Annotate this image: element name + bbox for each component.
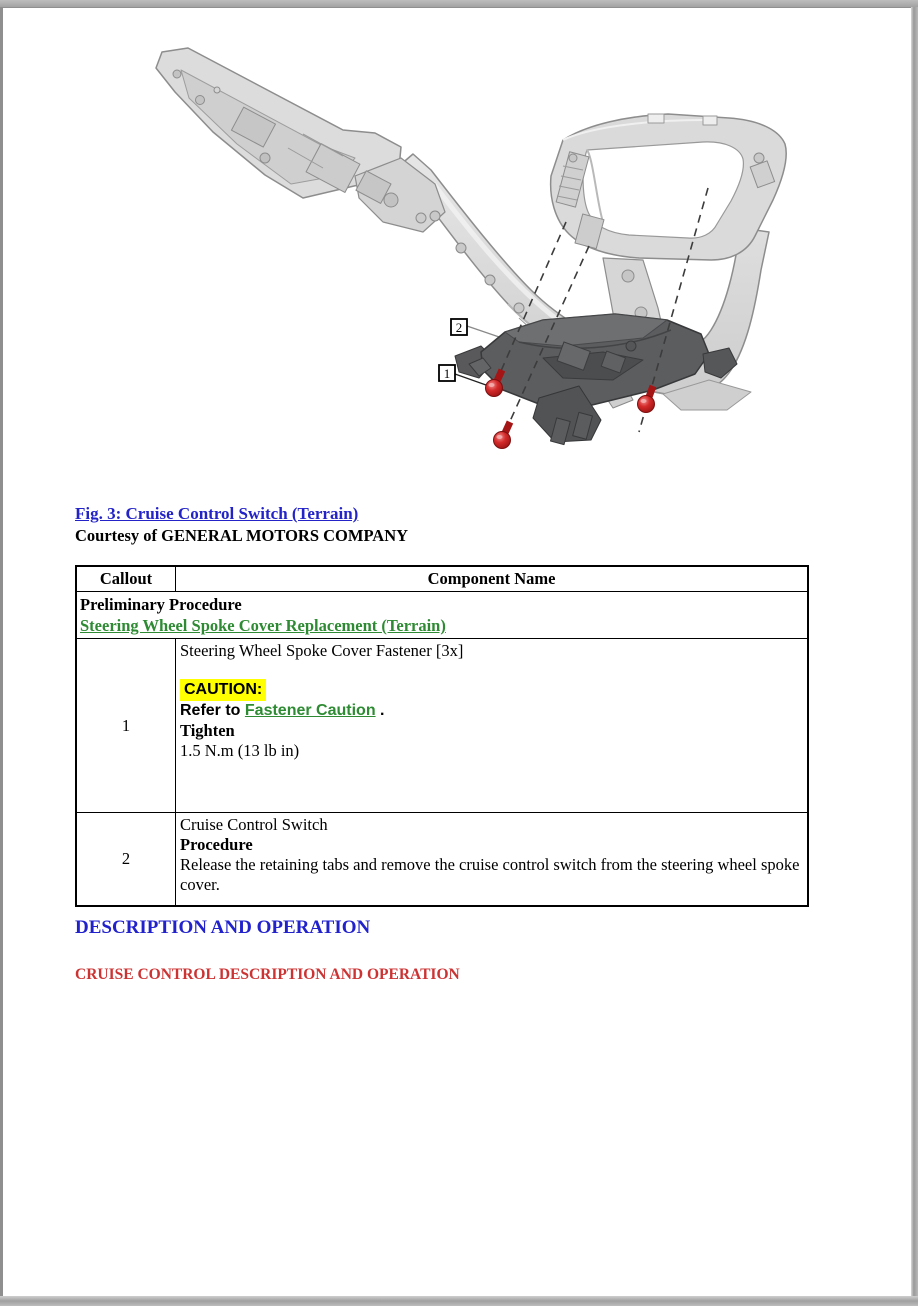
refer-suffix-text: . (375, 702, 385, 719)
table-header-row (76, 566, 808, 592)
column-header-component: Component Name (176, 566, 809, 592)
refer-prefix-text: Refer to (180, 702, 245, 719)
callout-2-box (451, 319, 467, 335)
viewer-bottom-edge (0, 1296, 918, 1306)
preliminary-procedure-label: Preliminary Procedure (80, 595, 242, 614)
procedure-label: Procedure (180, 835, 253, 854)
callout-1-number: 1 (443, 366, 451, 381)
fastener-caution-link[interactable]: Fastener Caution (244, 702, 376, 719)
fastener-screw-icon-2 (494, 422, 511, 449)
viewer-left-edge (0, 7, 3, 1306)
spoke-cover-replacement-link[interactable]: Steering Wheel Spoke Cover Replacement (Terrain) (80, 616, 446, 635)
section-heading-description-operation: DESCRIPTION AND OPERATION (75, 917, 371, 938)
tighten-label: Tighten (180, 721, 235, 740)
viewer-right-edge (911, 7, 918, 1306)
caution-badge: CAUTION: (180, 679, 266, 701)
table-row-switch (76, 813, 808, 907)
exploded-view-illustration (3, 8, 918, 508)
callout-1-cell: 1 (76, 639, 176, 813)
document-page (3, 8, 911, 1296)
figure-caption-link[interactable]: Fig. 3: Cruise Control Switch (Terrain) (75, 504, 359, 523)
callout-1-box (439, 365, 455, 381)
figure-courtesy-text: Courtesy of GENERAL MOTORS COMPANY (75, 526, 409, 545)
column-header-callout: Callout (76, 566, 176, 592)
component-name-switch: Cruise Control Switch (180, 815, 328, 834)
callout-2-number: 2 (455, 320, 463, 335)
callout-2-cell: 2 (76, 813, 176, 907)
procedure-text: Release the retaining tabs and remove the cruise control switch from the steering wheel spoke cover. (180, 855, 800, 894)
subsection-heading-cruise-control: CRUISE CONTROL DESCRIPTION AND OPERATION (75, 966, 460, 983)
table-row-fastener (76, 639, 808, 813)
tighten-spec: 1.5 N.m (13 lb in) (180, 741, 300, 760)
callout-component-table (75, 565, 809, 907)
viewer-top-edge (0, 0, 918, 8)
component-name-fastener: Steering Wheel Spoke Cover Fastener [3x] (180, 641, 464, 660)
preliminary-procedure-row (76, 592, 808, 639)
